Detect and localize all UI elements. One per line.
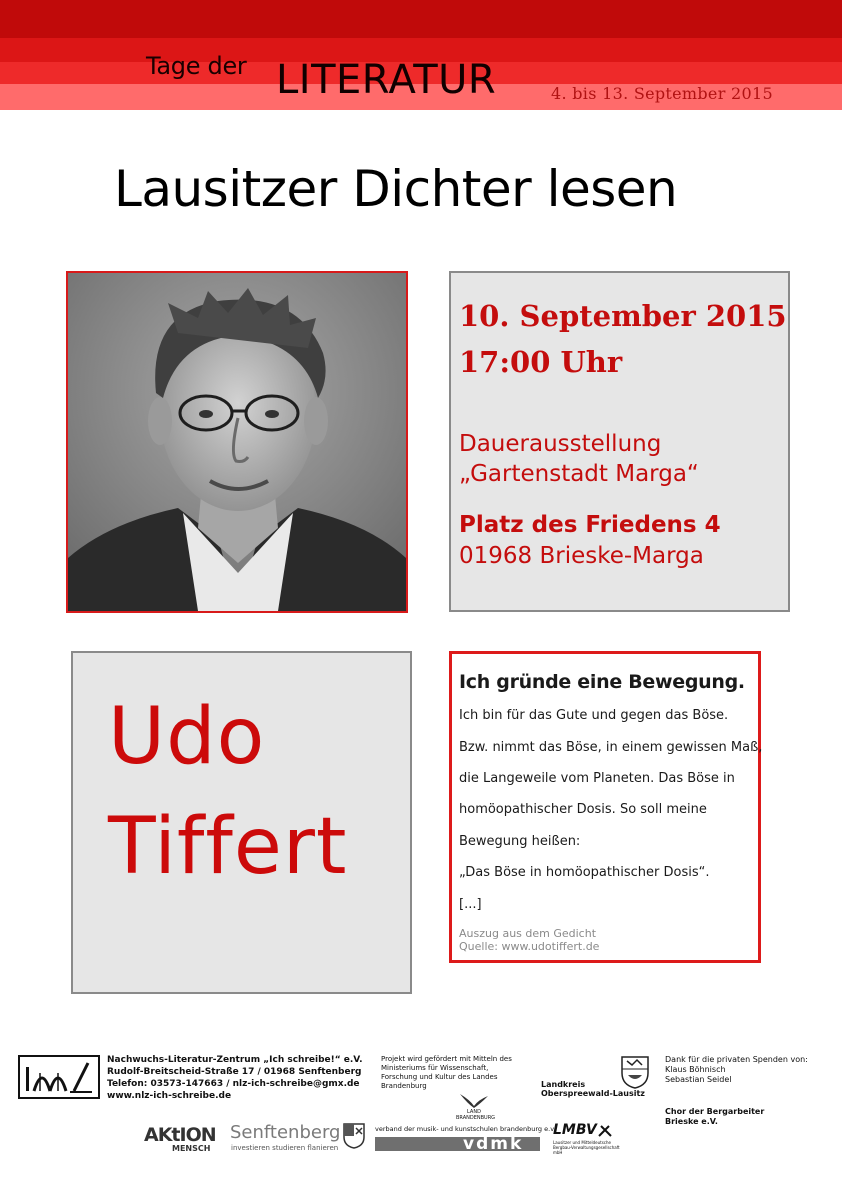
poem-line: homöopathischer Dosis. So soll meine <box>459 802 707 817</box>
choir-name: Chor der Bergarbeiter <box>665 1107 765 1116</box>
poem-title: Ich gründe eine Bewegung. <box>459 671 745 693</box>
author-last-name: Tiffert <box>108 802 348 892</box>
lmbv-logo: LMBV <box>553 1122 597 1138</box>
org-website: www.nlz-ich-schreibe.de <box>107 1091 232 1101</box>
funding-line: Brandenburg <box>381 1082 427 1090</box>
poem-source-caption: Auszug aus dem Gedicht <box>459 927 597 940</box>
choir-place: Brieske e.V. <box>665 1117 718 1126</box>
event-street: Platz des Friedens 4 <box>459 512 721 538</box>
event-time: 17:00 Uhr <box>459 345 623 379</box>
event-place-line1: Dauerausstellung <box>459 431 662 457</box>
header-literatur: LITERATUR <box>276 57 497 103</box>
landkreis-label: Landkreis <box>541 1080 586 1089</box>
landkreis-coat-of-arms-icon <box>620 1055 650 1089</box>
poem-line: „Das Böse in homöopathischer Dosis“. <box>459 865 710 880</box>
lmbv-caption: Lausitzer und Mitteldeutsche Bergbau-Verwaltungsgesellschaft mbH <box>553 1140 620 1155</box>
donor-name: Klaus Böhnisch <box>665 1065 726 1074</box>
header-tage-der: Tage der <box>146 52 247 80</box>
senftenberg-logo: Senftenberg <box>230 1122 341 1143</box>
poem-line: Bewegung heißen: <box>459 834 581 849</box>
funding-line: Ministeriums für Wissenschaft, <box>381 1064 489 1072</box>
vdmk-logo: vdmk <box>463 1134 524 1154</box>
poem-line: [...] <box>459 897 482 912</box>
org-name: Nachwuchs-Literatur-Zentrum „Ich schreibe!“ e.V. <box>107 1055 363 1065</box>
funding-line: Forschung und Kultur des Landes <box>381 1073 498 1081</box>
nlz-logo <box>18 1055 100 1099</box>
header-stripe-dark <box>0 0 842 38</box>
poem-line: die Langeweile vom Planeten. Das Böse in <box>459 771 735 786</box>
vdmk-caption: verband der musik- und kunstschulen brandenburg e.v. <box>375 1125 556 1133</box>
landkreis-name: Oberspreewald-Lausitz <box>541 1089 645 1098</box>
donor-name: Sebastian Seidel <box>665 1075 732 1084</box>
funding-line: Projekt wird gefördert mit Mitteln des <box>381 1055 512 1063</box>
event-date: 10. September 2015 <box>459 299 787 333</box>
page-title: Lausitzer Dichter lesen <box>114 160 678 218</box>
senftenberg-tagline: investieren studieren flanieren <box>231 1144 339 1152</box>
land-brandenburg-label: LAND BRANDENBURG <box>456 1109 496 1121</box>
poem-source-url: Quelle: www.udotiffert.de <box>459 940 600 953</box>
org-address: Rudolf-Breitscheid-Straße 17 / 01968 Senftenberg <box>107 1067 362 1077</box>
author-portrait-icon <box>68 273 406 611</box>
poem-line: Bzw. nimmt das Böse, in einem gewissen Maß, <box>459 740 763 755</box>
event-city: 01968 Brieske-Marga <box>459 543 704 569</box>
author-first-name: Udo <box>108 692 266 782</box>
org-contact: Telefon: 03573-147663 / nlz-ich-schreibe@gmx.de <box>107 1079 360 1089</box>
aktion-mensch-sub: MENSCH <box>172 1144 211 1153</box>
book-pen-icon <box>20 1057 98 1097</box>
senftenberg-crest-icon <box>343 1123 365 1149</box>
poem-line: Ich bin für das Gute und gegen das Böse. <box>459 708 729 723</box>
aktion-mensch-logo: AKtION <box>144 1124 216 1146</box>
hammer-pick-icon <box>597 1124 613 1138</box>
event-place-line2: „Gartenstadt Marga“ <box>459 461 699 487</box>
header-date-range: 4. bis 13. September 2015 <box>551 84 773 103</box>
donation-caption: Dank für die privaten Spenden von: <box>665 1055 808 1064</box>
author-photo <box>66 271 408 613</box>
